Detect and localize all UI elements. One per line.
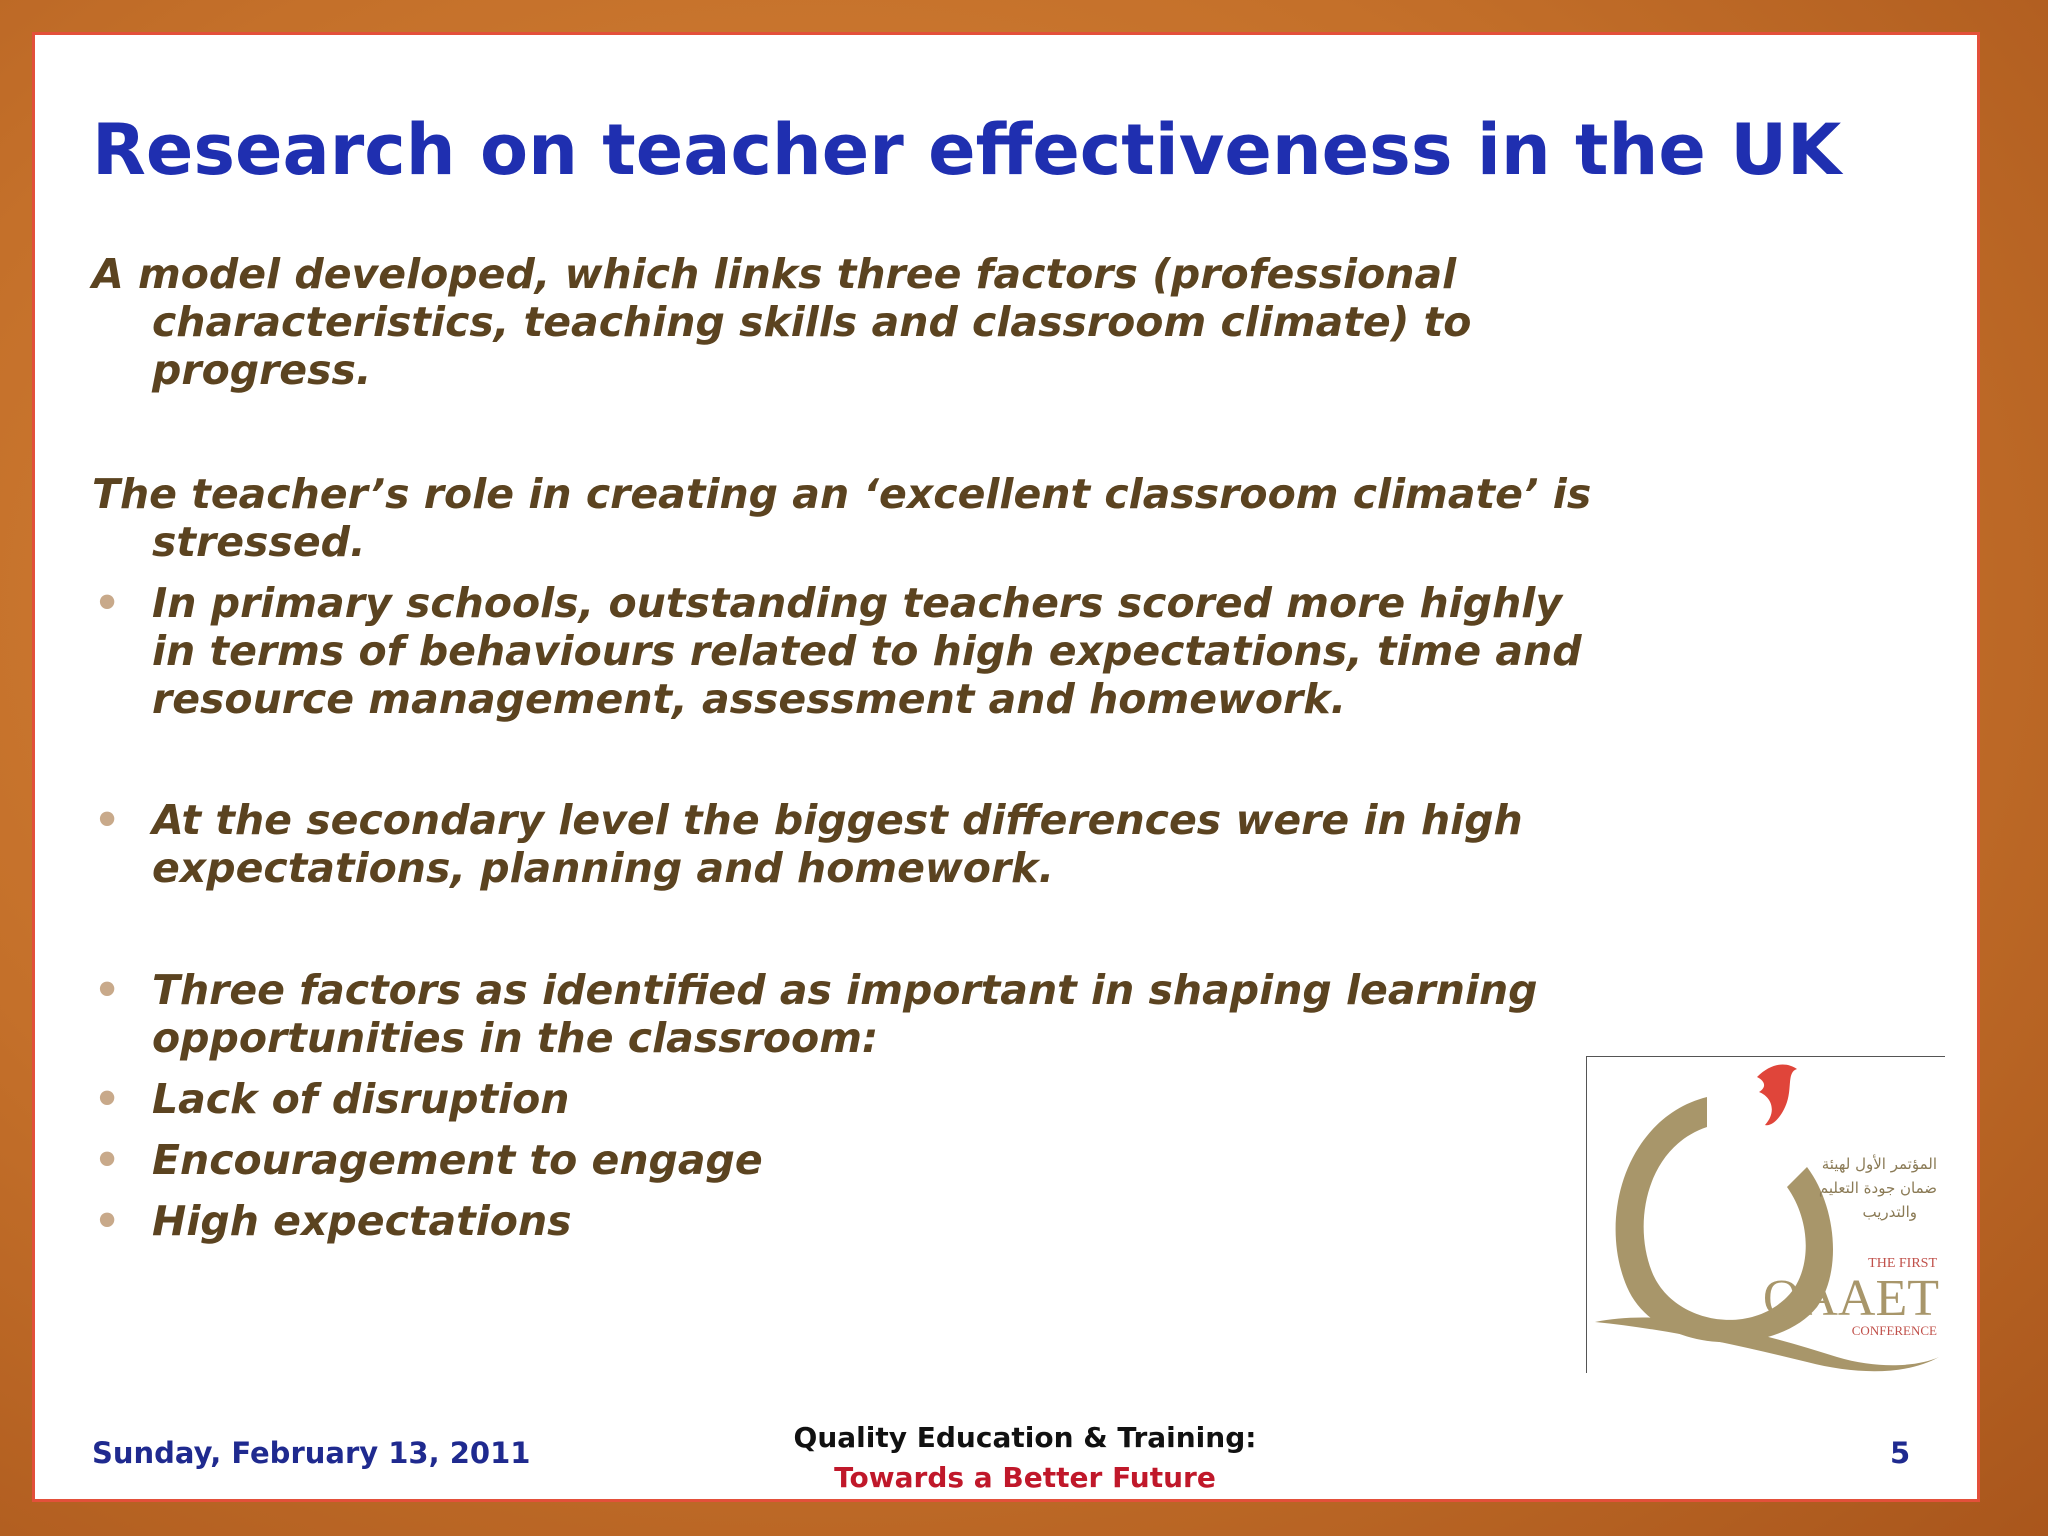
footer-date: Sunday, February 13, 2011 — [92, 1436, 531, 1470]
footer-tagline — [700, 1418, 1350, 1498]
bullet-dot: • — [94, 1197, 121, 1245]
bullet-text: Encouragement to engage — [152, 1136, 763, 1184]
paragraph-teacher-role: The teacher’s role in creating an ‘excellent classroom climate’ is stressed. — [92, 470, 1592, 566]
bullet-item-expectations — [92, 1197, 1592, 1245]
bullet-text: In primary schools, outstanding teachers scored more highly in terms of behaviours related to high expectations, time and resource management, assessment and homework. — [152, 579, 1582, 723]
bullet-text: High expectations — [152, 1197, 572, 1245]
logo-conference: CONFERENCE — [1851, 1323, 1937, 1338]
footer-tagline-line-2: Towards a Better Future — [834, 1461, 1216, 1494]
page-number: 5 — [1890, 1436, 1911, 1470]
slide-body — [92, 250, 1592, 1245]
logo-arabic-line-2: ضمان جودة التعليم — [1818, 1179, 1937, 1197]
bullet-dot: • — [94, 1075, 121, 1123]
bullet-dot: • — [94, 966, 121, 1014]
logo-arabic-line-3: والتدريب — [1862, 1203, 1917, 1221]
bullet-dot: • — [94, 1136, 121, 1184]
bullet-item-primary — [92, 579, 1592, 723]
slide-title: Research on teacher effectiveness in the UK — [92, 109, 1842, 191]
bullet-dot: • — [94, 579, 121, 627]
logo-flame — [1757, 1064, 1797, 1125]
conference-logo — [1586, 1056, 1945, 1373]
bullet-item-three-factors — [92, 966, 1592, 1062]
logo-the-first: THE FIRST — [1868, 1256, 1937, 1271]
bullet-item-disruption — [92, 1075, 1592, 1123]
footer-tagline-line-1: Quality Education & Training: — [793, 1421, 1257, 1454]
bullet-text: Lack of disruption — [152, 1075, 570, 1123]
bullet-text: At the secondary level the biggest differences were in high expectations, planning and homework. — [152, 796, 1523, 892]
paragraph-model: A model developed, which links three factors (professional characteristics, teaching skills and classroom climate) to progress. — [92, 250, 1472, 394]
bullet-text: Three factors as identified as important in shaping learning opportunities in the classroom: — [152, 966, 1538, 1062]
logo-arabic-line-1: المؤتمر الأول لهيئة — [1821, 1155, 1937, 1173]
logo-name: QAAET — [1762, 1270, 1939, 1327]
conference-logo-graphic — [1587, 1057, 1945, 1373]
bullet-item-engage — [92, 1136, 1592, 1184]
logo-figure — [1715, 1136, 1792, 1272]
bullet-item-secondary — [92, 796, 1592, 892]
bullet-dot: • — [94, 796, 121, 844]
